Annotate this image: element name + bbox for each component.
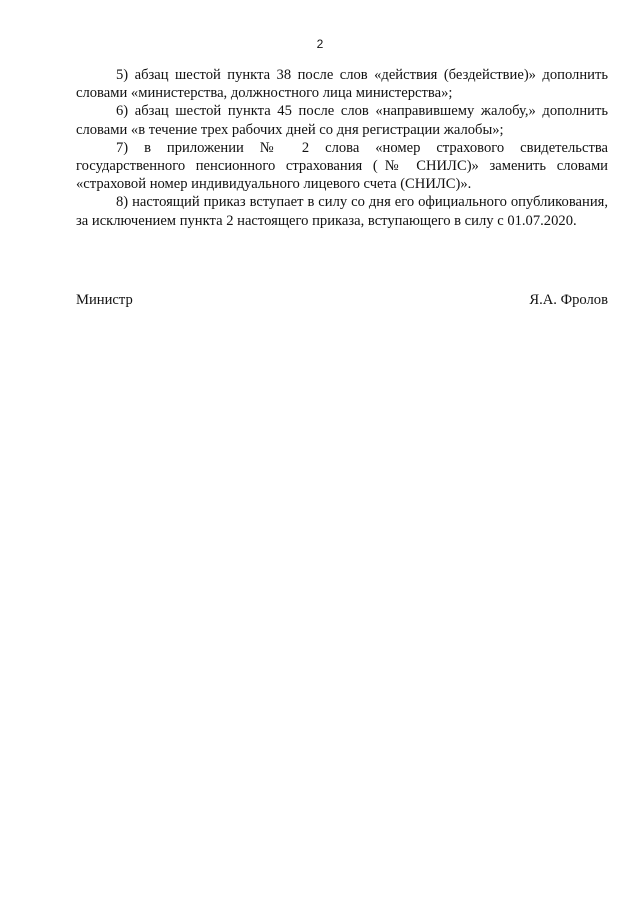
page-number: 2	[316, 37, 324, 51]
document-body	[76, 66, 608, 230]
paragraph-item-7: 7) в приложении № 2 слова «номер страхового свидетельства государственного пенсионного страхования (№ СНИЛС)» заменить словами «страховой номер индивидуального лицевого счета (СНИЛС)».	[76, 139, 608, 193]
signatory-position: Министр	[76, 292, 133, 308]
signatory-name: Я.А. Фролов	[529, 292, 608, 308]
paragraph-item-6: 6) абзац шестой пункта 45 после слов «направившему жалобу,» дополнить словами «в течение трех рабочих дней со дня регистрации жалобы»;	[76, 103, 608, 138]
paragraph-item-5: 5) абзац шестой пункта 38 после слов «действия (бездействие)» дополнить словами «министерства, должностного лица министерства»;	[76, 67, 608, 102]
signature-block	[76, 291, 608, 309]
paragraph-item-8: 8) настоящий приказ вступает в силу со дня его официального опубликования, за исключением пункта 2 настоящего приказа, вступающего в силу с 01.07.2020.	[76, 194, 608, 229]
